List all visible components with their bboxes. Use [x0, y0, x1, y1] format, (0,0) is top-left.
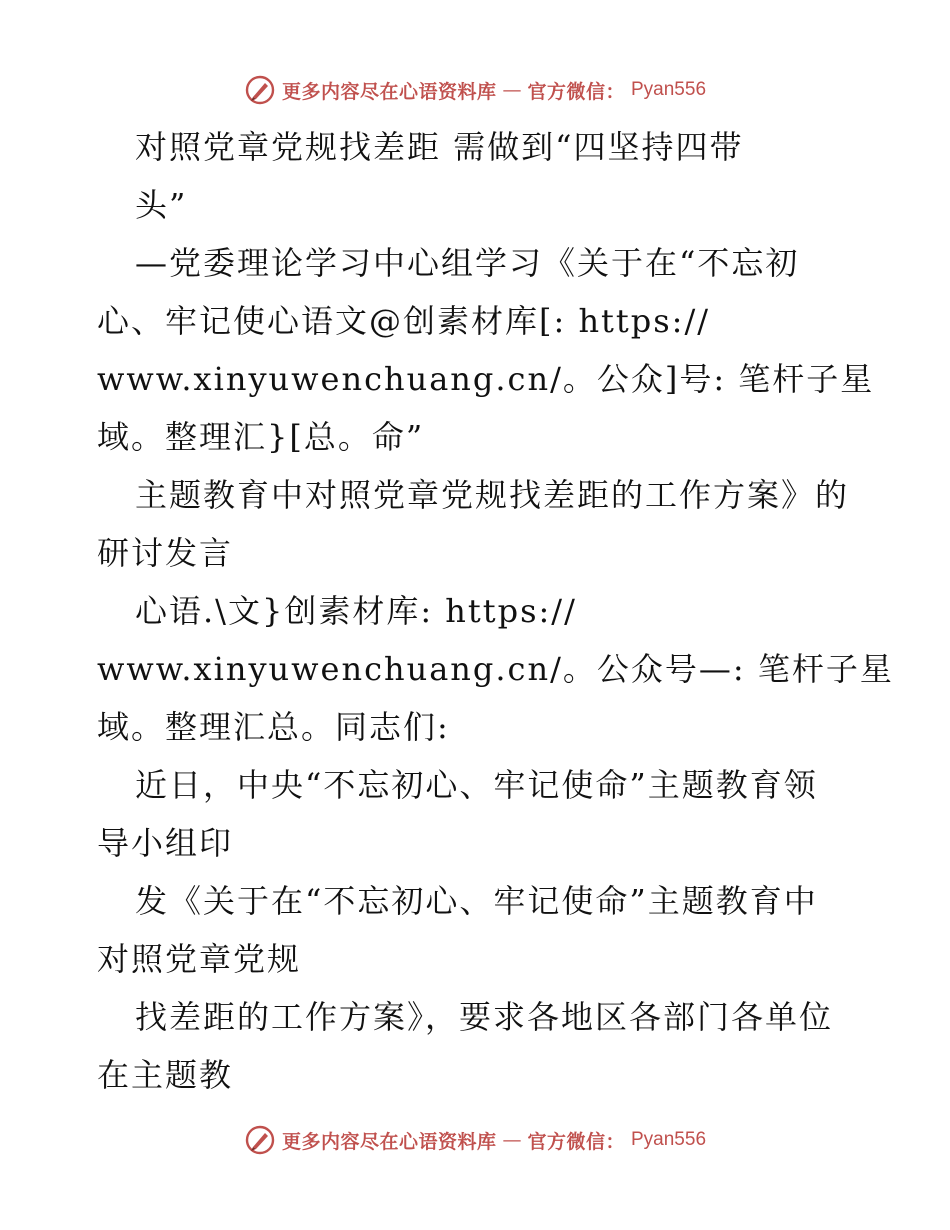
doc-line: 在主题教	[97, 1056, 234, 1094]
doc-line: —党委理论学习中心组学习《关于在“不忘初	[135, 244, 800, 282]
wechat-id: Pyan556	[631, 79, 707, 100]
wechat-label: 官方微信：	[527, 80, 625, 103]
doc-line: 心、牢记使心语文@创素材库[: https://	[97, 302, 711, 340]
watermark-separator: —	[502, 1129, 522, 1151]
doc-line: 发《关于在“不忘初心、牢记使命”主题教育中	[135, 882, 818, 920]
document-body	[97, 118, 894, 1104]
quill-pen-circle-icon	[244, 1124, 276, 1156]
wechat-id: Pyan556	[631, 1129, 707, 1150]
doc-line: 头”	[135, 186, 188, 224]
doc-line: www.xinyuwenchuang.cn/。公众号—: 笔杆子星	[97, 650, 894, 688]
doc-line: 对照党章党规	[97, 940, 302, 978]
watermark-separator: —	[502, 79, 522, 101]
doc-line: 近日，中央“不忘初心、牢记使命”主题教育领	[135, 766, 818, 804]
doc-line: 找差距的工作方案》，要求各地区各部门各单位	[135, 998, 834, 1036]
doc-line: 域。整理汇}[总。命”	[97, 418, 425, 456]
wechat-label: 官方微信：	[527, 1130, 625, 1153]
doc-line: 主题教育中对照党章党规找差距的工作方案》的	[135, 476, 850, 514]
doc-line: 域。整理汇总。同志们:	[97, 708, 450, 746]
header-watermark	[0, 70, 950, 110]
quill-pen-circle-icon	[244, 74, 276, 106]
watermark-text: 更多内容尽在心语资料库	[281, 1130, 497, 1153]
doc-line: 导小组印	[97, 824, 234, 862]
watermark-text: 更多内容尽在心语资料库	[281, 80, 497, 103]
doc-line: 心语.\文}创素材库: https://	[135, 592, 577, 630]
doc-line: 研讨发言	[97, 534, 234, 572]
footer-watermark	[0, 1120, 950, 1160]
doc-line: www.xinyuwenchuang.cn/。公众]号: 笔杆子星	[97, 360, 875, 398]
doc-line: 对照党章党规找差距 需做到“四坚持四带	[135, 128, 744, 166]
